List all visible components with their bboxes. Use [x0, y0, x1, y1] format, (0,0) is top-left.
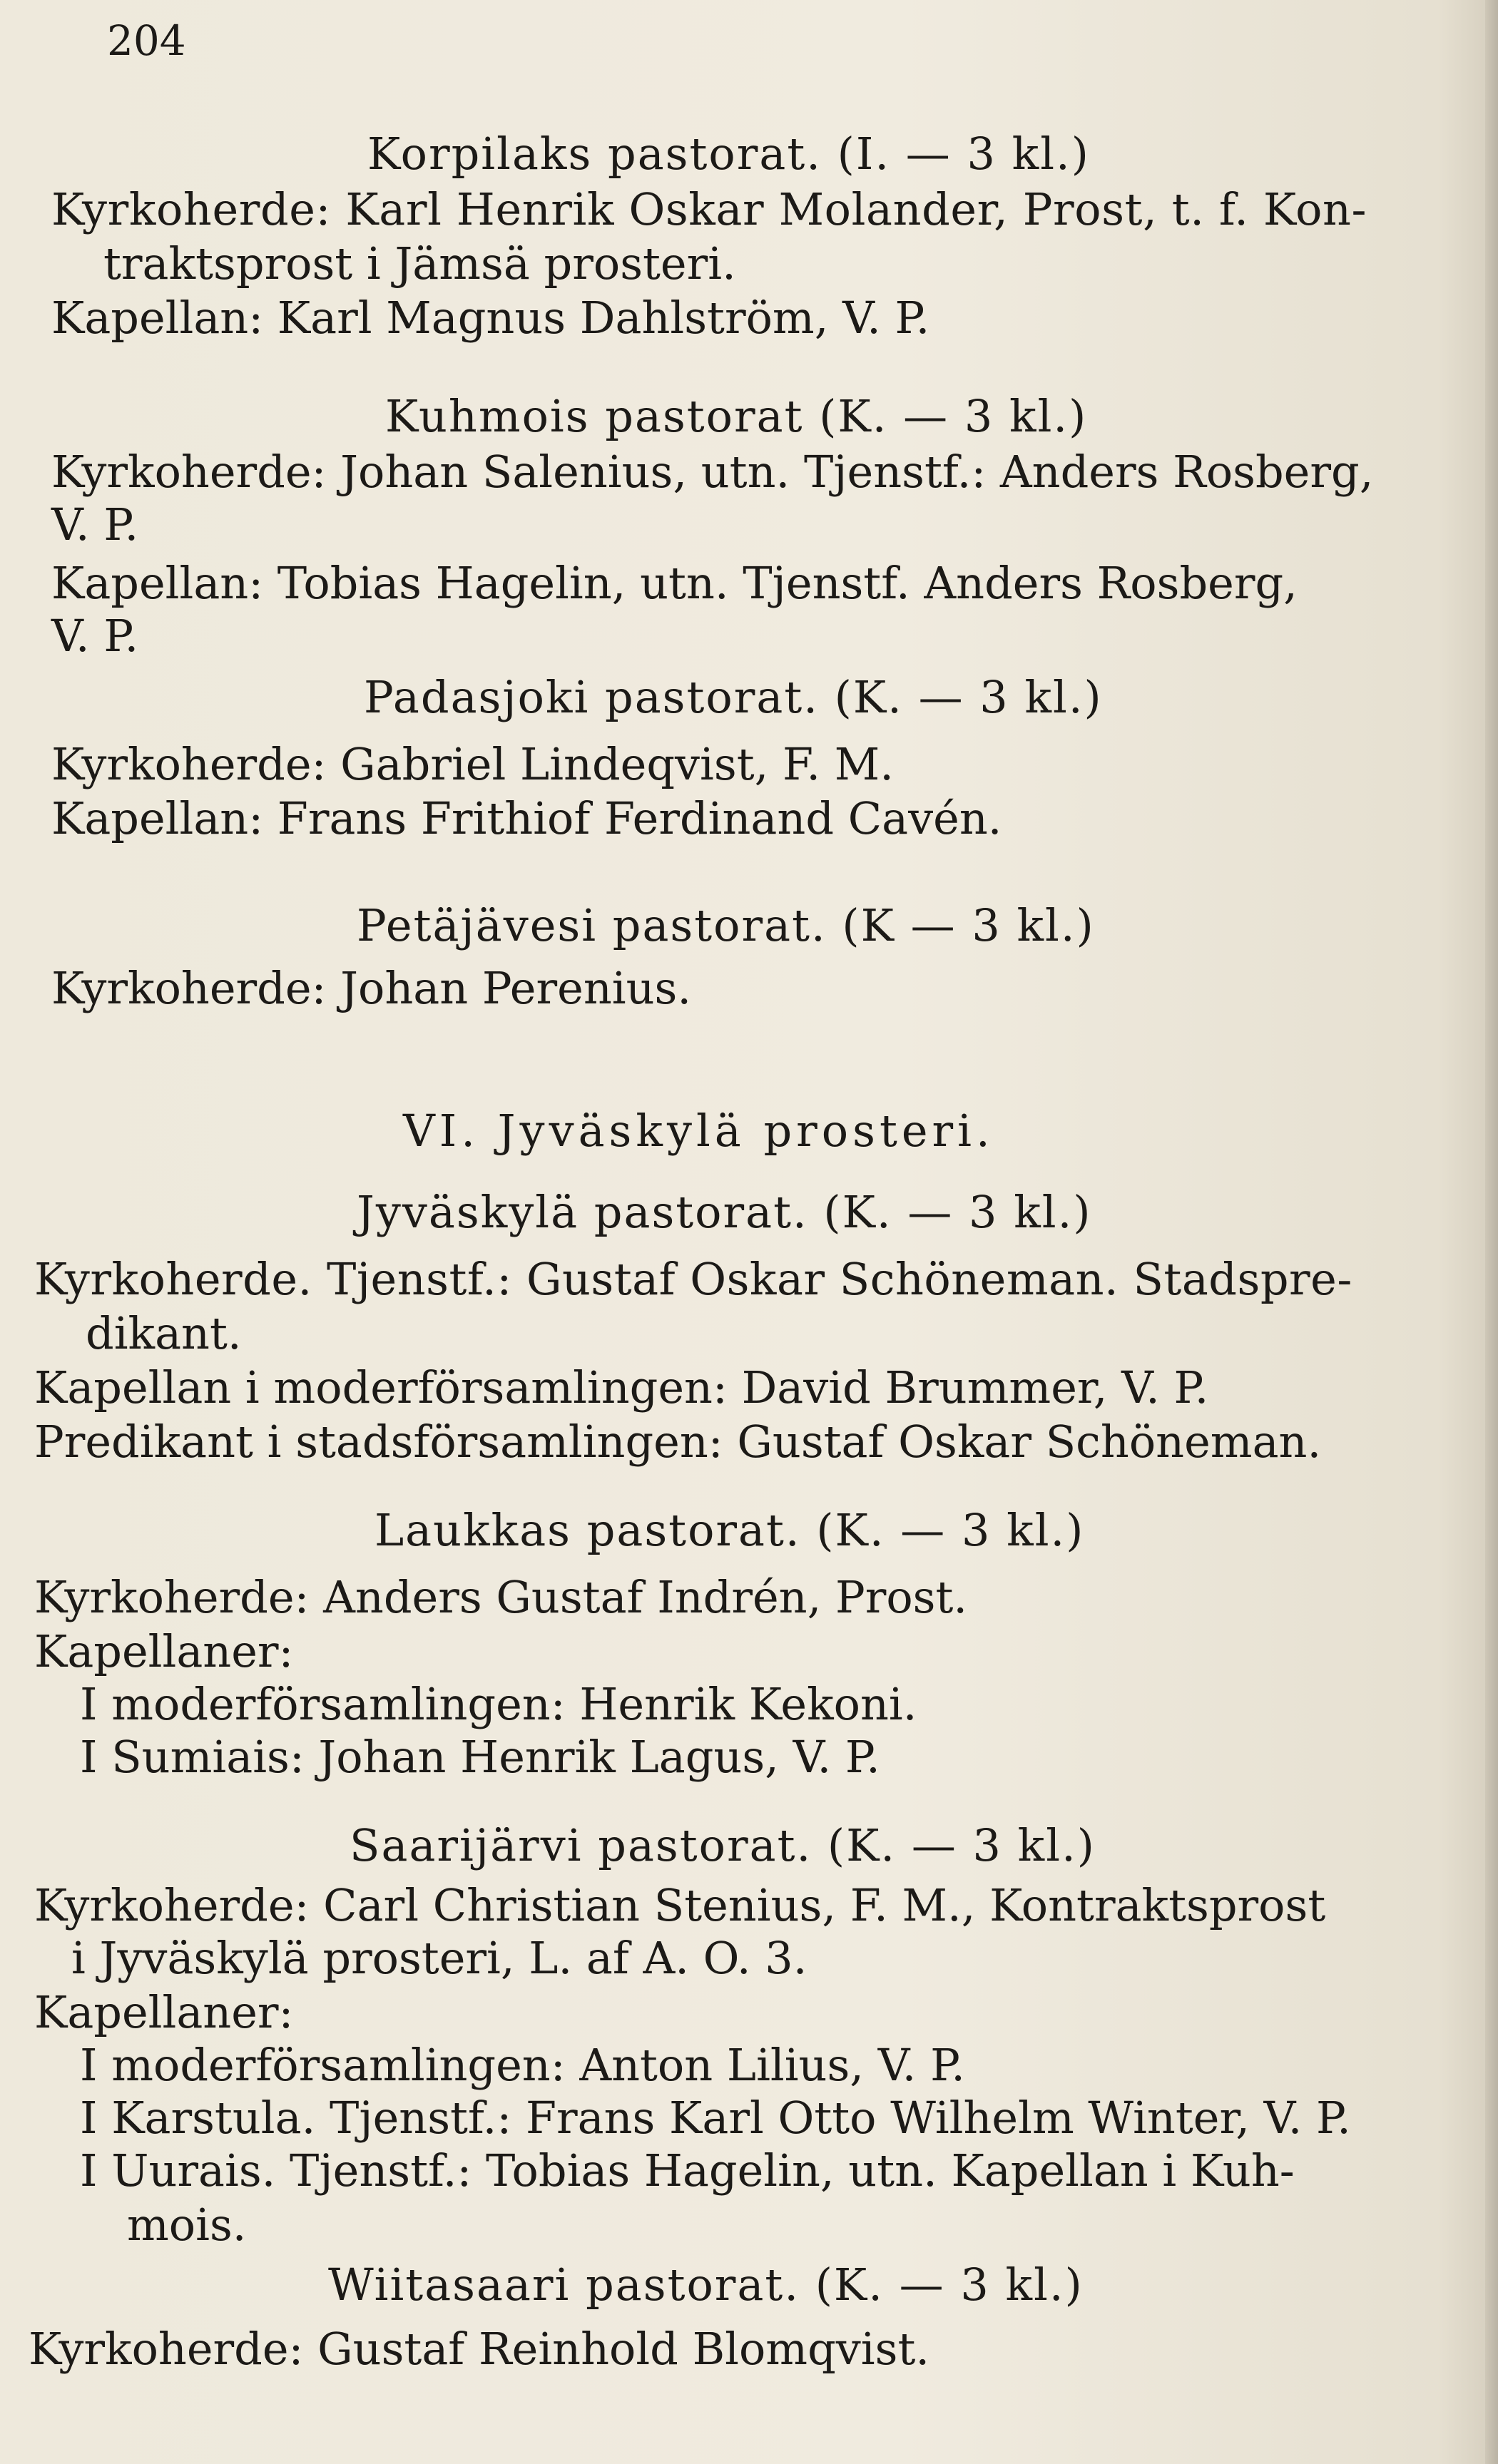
deanery-heading: VI. Jyväskylä prosteri. [403, 1105, 994, 1157]
text-line: Kyrkoherde: Anders Gustaf Indrén, Prost. [34, 1571, 968, 1623]
text-line: Predikant i stadsförsamlingen: Gustaf Oskar Schöneman. [34, 1416, 1322, 1468]
text-line: Kapellan: Frans Frithiof Ferdinand Cavén. [51, 792, 1002, 844]
text-line: Kyrkoherde: Johan Perenius. [51, 962, 692, 1014]
text-line: Kapellaner: [34, 1986, 294, 2038]
page-number: 204 [107, 16, 186, 65]
text-line: Kapellan: Karl Magnus Dahlström, V. P. [51, 292, 930, 344]
parish-heading: Wiitasaari pastorat. (K. — 3 kl.) [328, 2259, 1084, 2311]
text-line: Kyrkoherde: Karl Henrik Oskar Molander, Prost, t. f. Kon- [51, 183, 1367, 235]
text-line: Kyrkoherde. Tjenstf.: Gustaf Oskar Schöneman. Stadspre- [34, 1253, 1352, 1305]
text-line: Kyrkoherde: Gustaf Reinhold Blomqvist. [29, 2323, 930, 2375]
parish-heading: Laukkas pastorat. (K. — 3 kl.) [374, 1504, 1085, 1556]
text-line: V. P. [51, 499, 139, 551]
text-line: I moderförsamlingen: Anton Lilius, V. P. [80, 2039, 965, 2091]
text-line: Kyrkoherde: Carl Christian Stenius, F. M., Kontraktsprost [34, 1879, 1326, 1931]
text-line: I Sumiais: Johan Henrik Lagus, V. P. [80, 1731, 880, 1783]
text-line: I Uurais. Tjenstf.: Tobias Hagelin, utn. Kapellan i Kuh- [80, 2145, 1295, 2197]
text-line: Kyrkoherde: Gabriel Lindeqvist, F. M. [51, 738, 894, 790]
text-line: Kapellan: Tobias Hagelin, utn. Tjenstf. Anders Rosberg, [51, 557, 1298, 609]
parish-heading: Padasjoki pastorat. (K. — 3 kl.) [364, 671, 1103, 723]
parish-heading: Kuhmois pastorat (K. — 3 kl.) [385, 390, 1088, 442]
text-line: Kapellan i moderförsamlingen: David Brummer, V. P. [34, 1361, 1209, 1414]
page-binding-edge [1485, 0, 1498, 2464]
text-line: mois. [127, 2199, 247, 2251]
text-line: I moderförsamlingen: Henrik Kekoni. [80, 1678, 917, 1730]
text-line: i Jyväskylä prosteri, L. af A. O. 3. [71, 1932, 807, 1984]
text-line: dikant. [86, 1307, 242, 1359]
parish-heading: Saarijärvi pastorat. (K. — 3 kl.) [350, 1819, 1096, 1871]
parish-heading: Korpilaks pastorat. (I. — 3 kl.) [367, 128, 1090, 180]
text-line: Kapellaner: [34, 1625, 294, 1677]
parish-heading: Petäjävesi pastorat. (K — 3 kl.) [357, 899, 1095, 951]
parish-heading: Jyväskylä pastorat. (K. — 3 kl.) [357, 1186, 1092, 1238]
text-line: V. P. [51, 610, 139, 662]
text-line: traktsprost i Jämsä prosteri. [103, 237, 736, 290]
text-line: I Karstula. Tjenstf.: Frans Karl Otto Wilhelm Winter, V. P. [80, 2092, 1351, 2144]
text-line: Kyrkoherde: Johan Salenius, utn. Tjenstf.: Anders Rosberg, [51, 446, 1374, 498]
